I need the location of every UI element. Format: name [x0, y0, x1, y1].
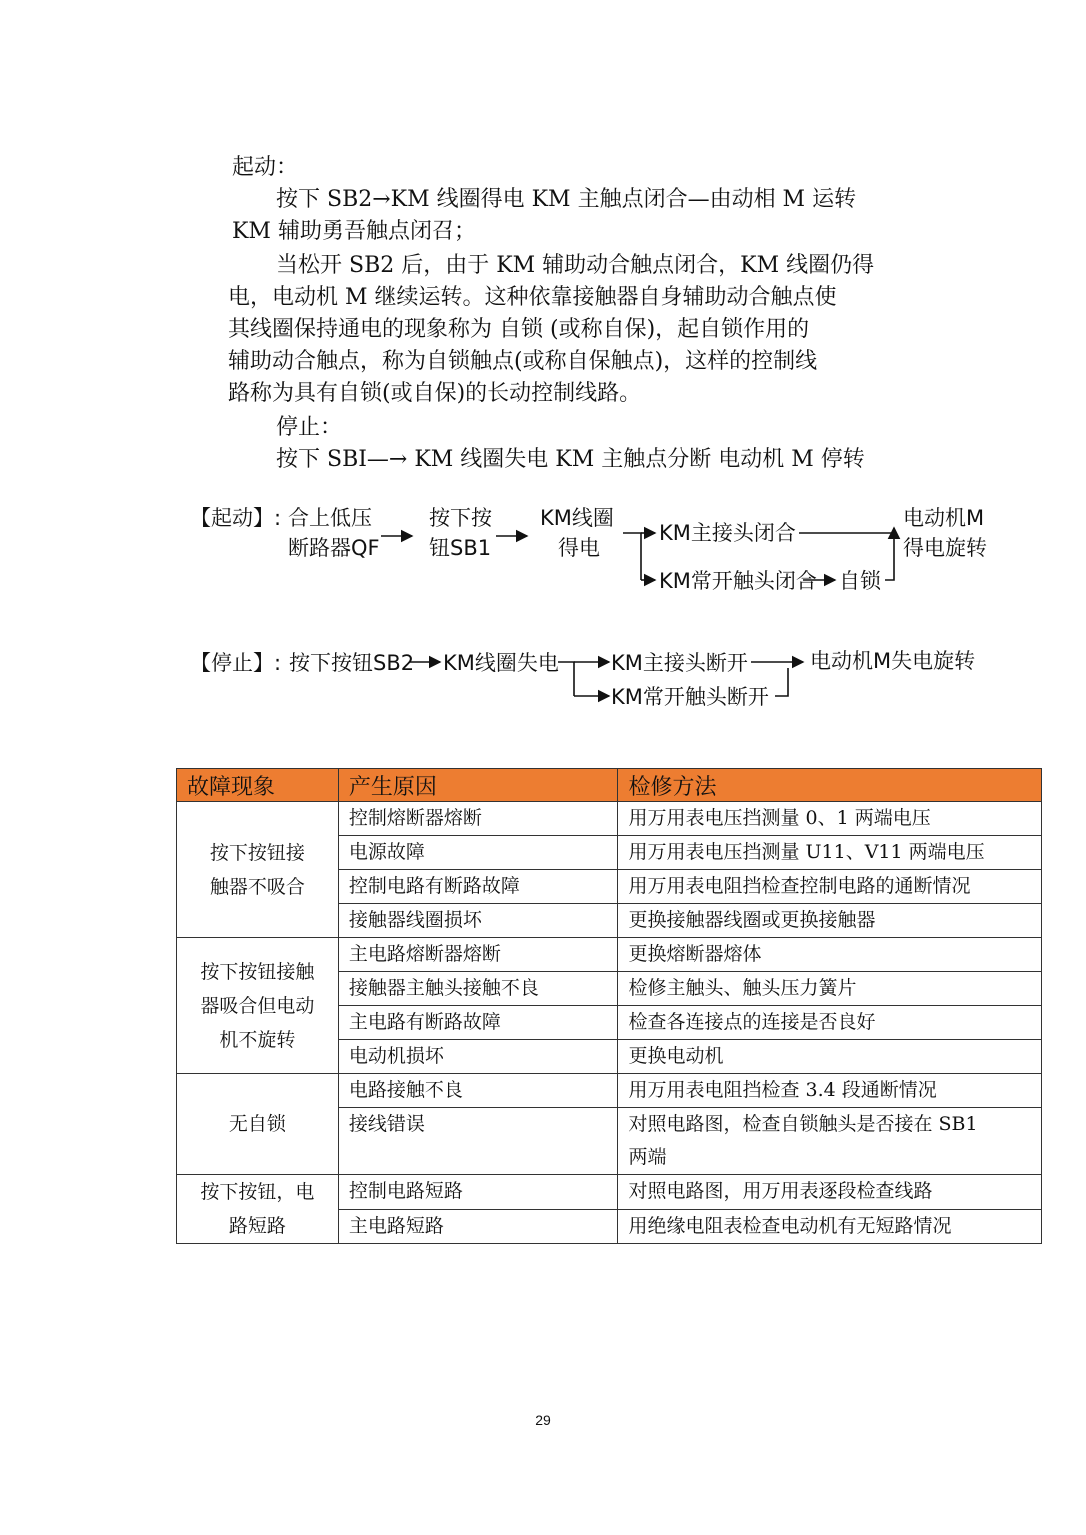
- step-self-lock: 自锁: [839, 569, 881, 593]
- step-sb1-line1: 按下按: [429, 506, 492, 530]
- start-line-2: KM 辅助勇吾触点闭召；: [232, 219, 476, 244]
- fault-cell: [177, 1074, 339, 1175]
- para-line-4: 辅助动合触点，称为自锁触点(或称自保触点)，这样的控制线: [228, 349, 818, 374]
- method-cell: 检查各连接点的连接是否良好: [618, 1006, 1042, 1040]
- method-cell: 用万用表电压挡测量 U11、V11 两端电压: [618, 836, 1042, 870]
- stop-step-aux-contact: KM常开触头断开: [611, 685, 769, 709]
- method-cell: 更换熔断器熔体: [618, 938, 1042, 972]
- branch-line: [623, 533, 641, 580]
- step-breaker-line1: 合上低压: [288, 506, 372, 530]
- header-method: 检修方法: [618, 769, 1042, 802]
- stop-aux-to-motor-line: [775, 668, 788, 696]
- fault-line: 按下按钮，电: [200, 1181, 315, 1203]
- cause-cell: 控制熔断器熔断: [338, 802, 618, 836]
- para-line-1: 当松开 SB2 后，由于 KM 辅助动合触点闭合，KM 线圈仍得: [276, 253, 875, 278]
- stop-step-main-contact: KM主接头断开: [611, 651, 748, 675]
- cause-cell: 主电路有断路故障: [338, 1006, 618, 1040]
- fault-table: [176, 768, 1042, 1244]
- control-flow-diagram: [185, 498, 995, 723]
- fault-cell: [177, 938, 339, 1074]
- stop-branch-line: [558, 662, 574, 696]
- fault-cell: [177, 1175, 339, 1244]
- stop-flow: [190, 649, 975, 709]
- fault-line: 按下按钮接触: [200, 960, 315, 983]
- header-fault: 故障现象: [177, 769, 339, 802]
- cause-cell: 电动机损坏: [338, 1040, 618, 1074]
- stop-step-sb2: 按下按钮SB2: [289, 651, 415, 675]
- para-line-2: 电，电动机 M 继续运转。这种依靠接触器自身辅助动合触点使: [228, 285, 837, 310]
- fault-cell: [177, 802, 339, 938]
- cause-cell: 主电路熔断器熔断: [338, 938, 618, 972]
- method-cell: 检修主触头、触头压力簧片: [618, 972, 1042, 1006]
- step-aux-contact: KM常开触头闭合: [659, 569, 817, 593]
- method-cell: 更换电动机: [618, 1040, 1042, 1074]
- method-line: 对照电路图，检查自锁触头是否接在 SB1: [628, 1113, 978, 1135]
- step-coil-line1: KM线圈: [540, 506, 614, 530]
- cause-cell: 主电路短路: [338, 1209, 618, 1244]
- start-flow: [190, 506, 987, 593]
- step-main-contact: KM主接头闭合: [659, 521, 796, 545]
- lock-to-motor-line: [885, 528, 894, 580]
- table-row: [177, 1074, 1042, 1108]
- fault-line: 机不旋转: [219, 1028, 296, 1051]
- start-label: 【起动】:: [190, 506, 282, 530]
- cause-cell: 接触器主触头接触不良: [338, 972, 618, 1006]
- stop-step-coil: KM线圈失电: [443, 651, 559, 675]
- method-cell: 用绝缘电阻表检查电动机有无短路情况: [618, 1209, 1042, 1244]
- method-cell: 对照电路图，用万用表逐段检查线路: [618, 1175, 1042, 1210]
- para-line-3: 其线圈保持通电的现象称为 自锁 (或称自保)，起自锁作用的: [228, 317, 810, 342]
- para-line-5: 路称为具有自锁(或自保)的长动控制线路。: [228, 381, 642, 406]
- fault-line: 按下按钮接: [209, 841, 305, 864]
- header-cause: 产生原因: [338, 769, 618, 802]
- fault-line: 触器不吸合: [209, 875, 305, 898]
- cause-cell: 控制电路短路: [338, 1175, 618, 1210]
- method-cell: 用万用表电压挡测量 0、1 两端电压: [618, 802, 1042, 836]
- cause-cell: 电源故障: [338, 836, 618, 870]
- table-header-row: [177, 769, 1042, 802]
- method-cell: 用万用表电阻挡检查 3.4 段通断情况: [618, 1074, 1042, 1108]
- step-breaker-line2: 断路器QF: [288, 536, 380, 560]
- table-row: [177, 1175, 1042, 1210]
- step-coil-line2: 得电: [558, 536, 600, 560]
- table-row: [177, 938, 1042, 972]
- start-heading: 起动：: [232, 155, 299, 180]
- stop-heading: 停止：: [276, 415, 343, 440]
- stop-label: 【停止】:: [190, 651, 282, 675]
- fault-line: 无自锁: [228, 1113, 286, 1135]
- method-line: 两端: [628, 1146, 667, 1168]
- table-row: [177, 802, 1042, 836]
- fault-line: 器吸合但电动: [200, 994, 315, 1017]
- stop-line: 按下 SBI—→ KM 线圈失电 KM 主触点分断 电动机 M 停转: [276, 447, 865, 472]
- cause-cell: 电路接触不良: [338, 1074, 618, 1108]
- method-cell: [618, 1108, 1042, 1175]
- step-sb1-line2: 钮SB1: [429, 536, 492, 560]
- method-cell: 更换接触器线圈或更换接触器: [618, 904, 1042, 938]
- cause-cell: 接触器线圈损坏: [338, 904, 618, 938]
- start-line-1: 按下 SB2→KM 线圈得电 KM 主触点闭合—由动相 M 运转: [276, 187, 857, 212]
- step-motor-line1: 电动机M: [903, 506, 985, 530]
- step-motor-line2: 得电旋转: [903, 536, 987, 560]
- method-cell: 用万用表电阻挡检查控制电路的通断情况: [618, 870, 1042, 904]
- stop-step-motor: 电动机M失电旋转: [810, 649, 976, 673]
- fault-line: 路短路: [228, 1215, 286, 1237]
- cause-cell: 控制电路有断路故障: [338, 870, 618, 904]
- page-number: 29: [535, 1412, 551, 1428]
- cause-cell: 接线错误: [338, 1108, 618, 1175]
